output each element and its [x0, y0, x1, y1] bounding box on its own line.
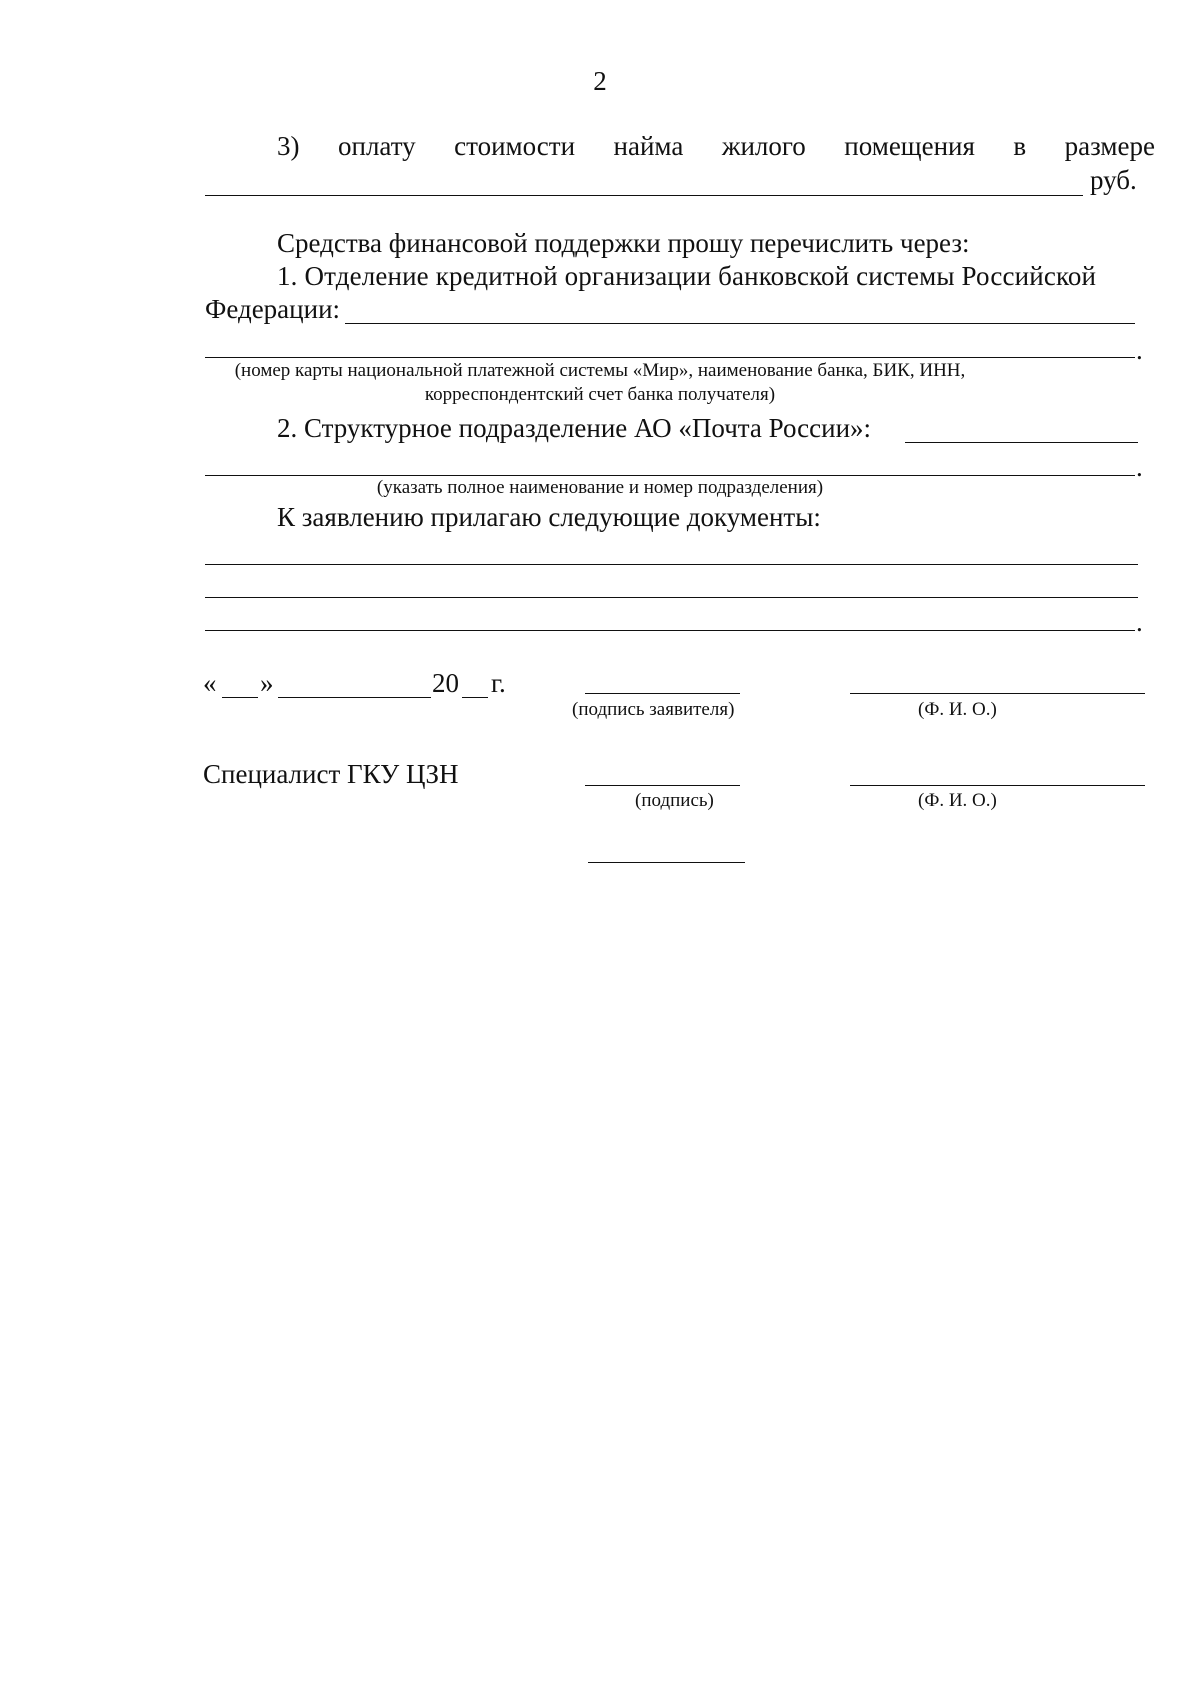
year-prefix: 20 — [432, 668, 459, 698]
item3-word: найма — [613, 131, 684, 161]
option1-hint: (номер карты национальной платежной системы «Мир», наименование банка, БИК, ИНН, — [234, 360, 966, 381]
item3-word: помещения — [844, 131, 975, 161]
date-open-quote: « — [203, 668, 217, 698]
year-field-line[interactable] — [462, 697, 488, 698]
currency-label: руб. — [1090, 165, 1137, 195]
specialist-name-label: (Ф. И. О.) — [918, 790, 997, 811]
applicant-name-line[interactable] — [850, 693, 1145, 694]
item3-word: 3) — [277, 131, 300, 161]
month-field-line[interactable] — [278, 697, 431, 698]
attachments-line-3[interactable] — [205, 630, 1135, 631]
applicant-signature-label: (подпись заявителя) — [572, 699, 735, 720]
year-suffix: г. — [491, 668, 506, 698]
option2-text: 2. Структурное подразделение АО «Почта России»: — [277, 413, 872, 443]
specialist-signature-label: (подпись) — [635, 790, 714, 811]
specialist-name-line[interactable] — [850, 785, 1145, 786]
option1-prefix: Федерации: — [205, 294, 341, 324]
item3-line — [277, 131, 1155, 162]
date-close-quote: » — [260, 668, 274, 698]
bank-details-field-line[interactable] — [345, 323, 1135, 324]
item3-word: стоимости — [454, 131, 576, 161]
item3-word: жилого — [721, 131, 806, 161]
option1-hint-2: корреспондентский счет банка получателя) — [424, 384, 776, 405]
period-mark: . — [1136, 335, 1143, 365]
applicant-signature-line[interactable] — [585, 693, 740, 694]
specialist-title: Специалист ГКУ ЦЗН — [203, 759, 459, 789]
closing-line — [588, 862, 745, 863]
option1-text: 1. Отделение кредитной организации банковской системы Российской — [277, 261, 1097, 291]
attachments-intro: К заявлению прилагаю следующие документы: — [277, 502, 821, 532]
page-number: 2 — [593, 66, 607, 96]
period-mark: . — [1136, 452, 1143, 482]
attachments-line-2[interactable] — [205, 597, 1138, 598]
bank-details-field-line-2[interactable] — [205, 357, 1135, 358]
day-field-line[interactable] — [222, 697, 258, 698]
post-office-field-line-2[interactable] — [205, 475, 1135, 476]
period-mark: . — [1136, 607, 1143, 637]
attachments-line-1[interactable] — [205, 564, 1138, 565]
item3-word: в — [1013, 131, 1027, 161]
specialist-signature-line[interactable] — [585, 785, 740, 786]
item3-word: размере — [1064, 131, 1155, 161]
item3-word: оплату — [338, 131, 416, 161]
option2-hint: (указать полное наименование и номер подразделения) — [376, 477, 824, 498]
amount-field-line[interactable] — [205, 195, 1083, 196]
post-office-field-line[interactable] — [905, 442, 1138, 443]
transfer-intro: Средства финансовой поддержки прошу перечислить через: — [277, 228, 970, 258]
applicant-name-label: (Ф. И. О.) — [918, 699, 997, 720]
